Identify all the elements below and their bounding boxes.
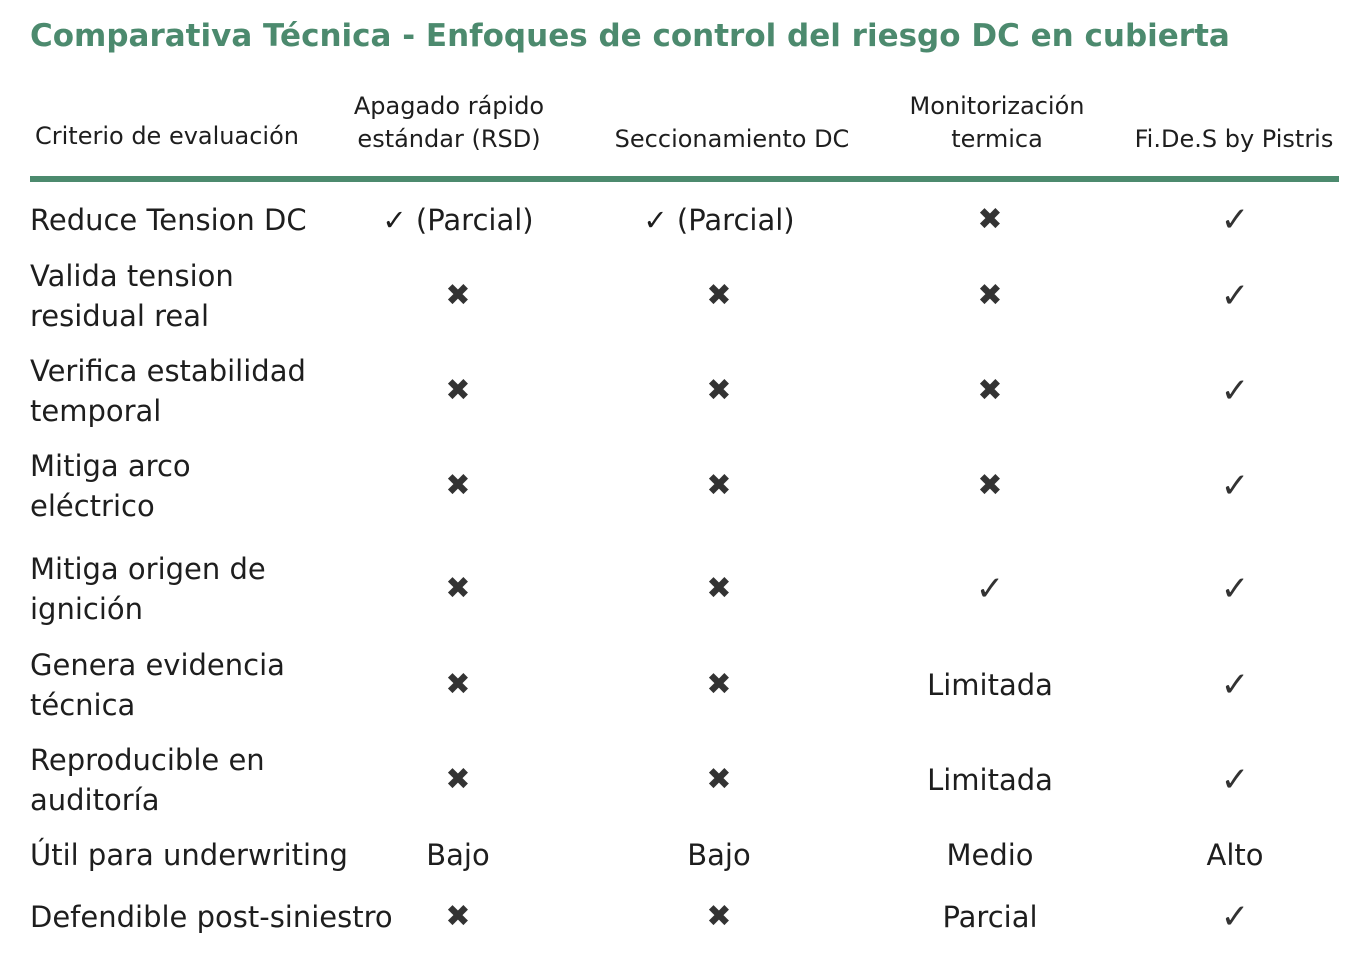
criterion-label [30,835,348,875]
column-header-2 [582,123,882,156]
cross-icon: ✖ [706,468,732,503]
table-cell [1120,832,1350,878]
criterion-line: Valida tension [30,259,234,293]
criterion-line: Útil para underwriting [30,838,348,872]
table-row [0,350,1366,432]
criterion-label [30,446,191,526]
criterion-line: residual real [30,299,210,333]
column-header-1 [319,90,579,156]
cross-icon: ✖ [445,373,471,408]
criterion-label [30,740,265,820]
table-cell [584,198,854,242]
criterion-label [30,645,285,725]
cell-text: Parcial [942,900,1038,934]
table-cell [343,350,573,432]
column-header-line: Criterio de evaluación [35,122,299,150]
column-header-line: termica [951,125,1043,153]
cell-text: Limitada [927,763,1053,797]
check-icon: ✓ [1220,466,1250,506]
table-cell [1120,893,1350,941]
cell-text: Limitada [927,668,1053,702]
cross-icon: ✖ [445,571,471,606]
criterion-line: auditoría [30,783,160,817]
criterion-label [30,256,234,336]
cross-icon: ✖ [977,202,1003,237]
table-cell [1120,350,1350,432]
cell-text: Bajo [687,838,751,872]
table-row [0,739,1366,821]
criterion-line: temporal [30,394,162,428]
check-icon: ✓ [1220,569,1250,609]
cross-icon: ✖ [977,278,1003,313]
table-cell [875,446,1105,526]
table-cell [343,255,573,337]
table-row [0,644,1366,726]
check-icon: ✓ [1220,371,1250,411]
header-divider [30,176,1339,182]
criterion-label [30,200,307,240]
column-header-line: Apagado rápido [353,92,545,120]
table-cell [875,832,1105,878]
table-cell [875,739,1105,821]
page-title: Comparativa Técnica - Enfoques de control del riesgo DC en cubierta [30,18,1230,54]
table-cell [584,255,854,337]
criterion-line: Reduce Tension DC [30,203,307,237]
cell-text: ✓ (Parcial) [382,203,534,237]
cross-icon: ✖ [706,667,732,702]
cell-text: Bajo [426,838,490,872]
check-icon: ✓ [1220,665,1250,705]
criterion-line: Mitiga origen de [30,552,266,586]
criterion-label [30,897,393,937]
cross-icon: ✖ [977,468,1003,503]
check-icon: ✓ [1220,200,1250,240]
table-cell [343,893,573,941]
cross-icon: ✖ [445,667,471,702]
column-header-line: Fi.De.S by Pistris [1134,125,1334,153]
cross-icon: ✖ [445,899,471,934]
cross-icon: ✖ [706,762,732,797]
check-icon: ✓ [1220,897,1250,937]
column-header-4 [1114,123,1354,156]
table-cell [875,255,1105,337]
criterion-label [30,549,266,629]
criterion-line: Genera evidencia [30,648,285,682]
table-cell [1120,739,1350,821]
table-cell [1120,446,1350,526]
table-cell [343,198,573,242]
table-cell [875,644,1105,726]
criterion-line: Verifica estabilidad [30,354,306,388]
table-row [0,446,1366,526]
table-row [0,548,1366,630]
criterion-line: Mitiga arco [30,449,191,483]
table-row [0,893,1366,941]
table-row [0,255,1366,337]
criterion-line: ignición [30,592,144,626]
table-cell [875,350,1105,432]
table-cell [584,548,854,630]
table-cell [1120,198,1350,242]
column-header-3 [877,90,1117,156]
column-header-line: Seccionamiento DC [614,125,850,153]
table-cell [875,893,1105,941]
cross-icon: ✖ [445,762,471,797]
column-header-criterio [35,120,355,153]
table-cell [584,644,854,726]
table-cell [875,548,1105,630]
column-header-line: Monitorización [909,92,1085,120]
table-cell [343,446,573,526]
table-cell [584,446,854,526]
table-cell [343,644,573,726]
cell-text: Alto [1206,838,1264,872]
table-cell [584,832,854,878]
table-cell [584,893,854,941]
cross-icon: ✖ [706,278,732,313]
criterion-line: Defendible post-siniestro [30,900,393,934]
cross-icon: ✖ [706,899,732,934]
table-cell [343,832,573,878]
table-cell [584,739,854,821]
criterion-label [30,351,306,431]
criterion-line: eléctrico [30,489,155,523]
cross-icon: ✖ [445,278,471,313]
cell-text: ✓ (Parcial) [643,203,795,237]
table-cell [343,548,573,630]
table-row [0,198,1366,242]
table-cell [1120,548,1350,630]
cross-icon: ✖ [706,373,732,408]
check-icon: ✓ [1220,276,1250,316]
cell-text: Medio [946,838,1034,872]
cross-icon: ✖ [977,373,1003,408]
column-header-line: estándar (RSD) [357,125,541,153]
table-cell [1120,644,1350,726]
table-cell [584,350,854,432]
cross-icon: ✖ [706,571,732,606]
cross-icon: ✖ [445,468,471,503]
table-cell [875,198,1105,242]
criterion-line: Reproducible en [30,743,265,777]
criterion-line: técnica [30,688,136,722]
table-cell [1120,255,1350,337]
table-row [0,832,1366,878]
check-icon: ✓ [975,569,1005,609]
check-icon: ✓ [1220,760,1250,800]
table-cell [343,739,573,821]
